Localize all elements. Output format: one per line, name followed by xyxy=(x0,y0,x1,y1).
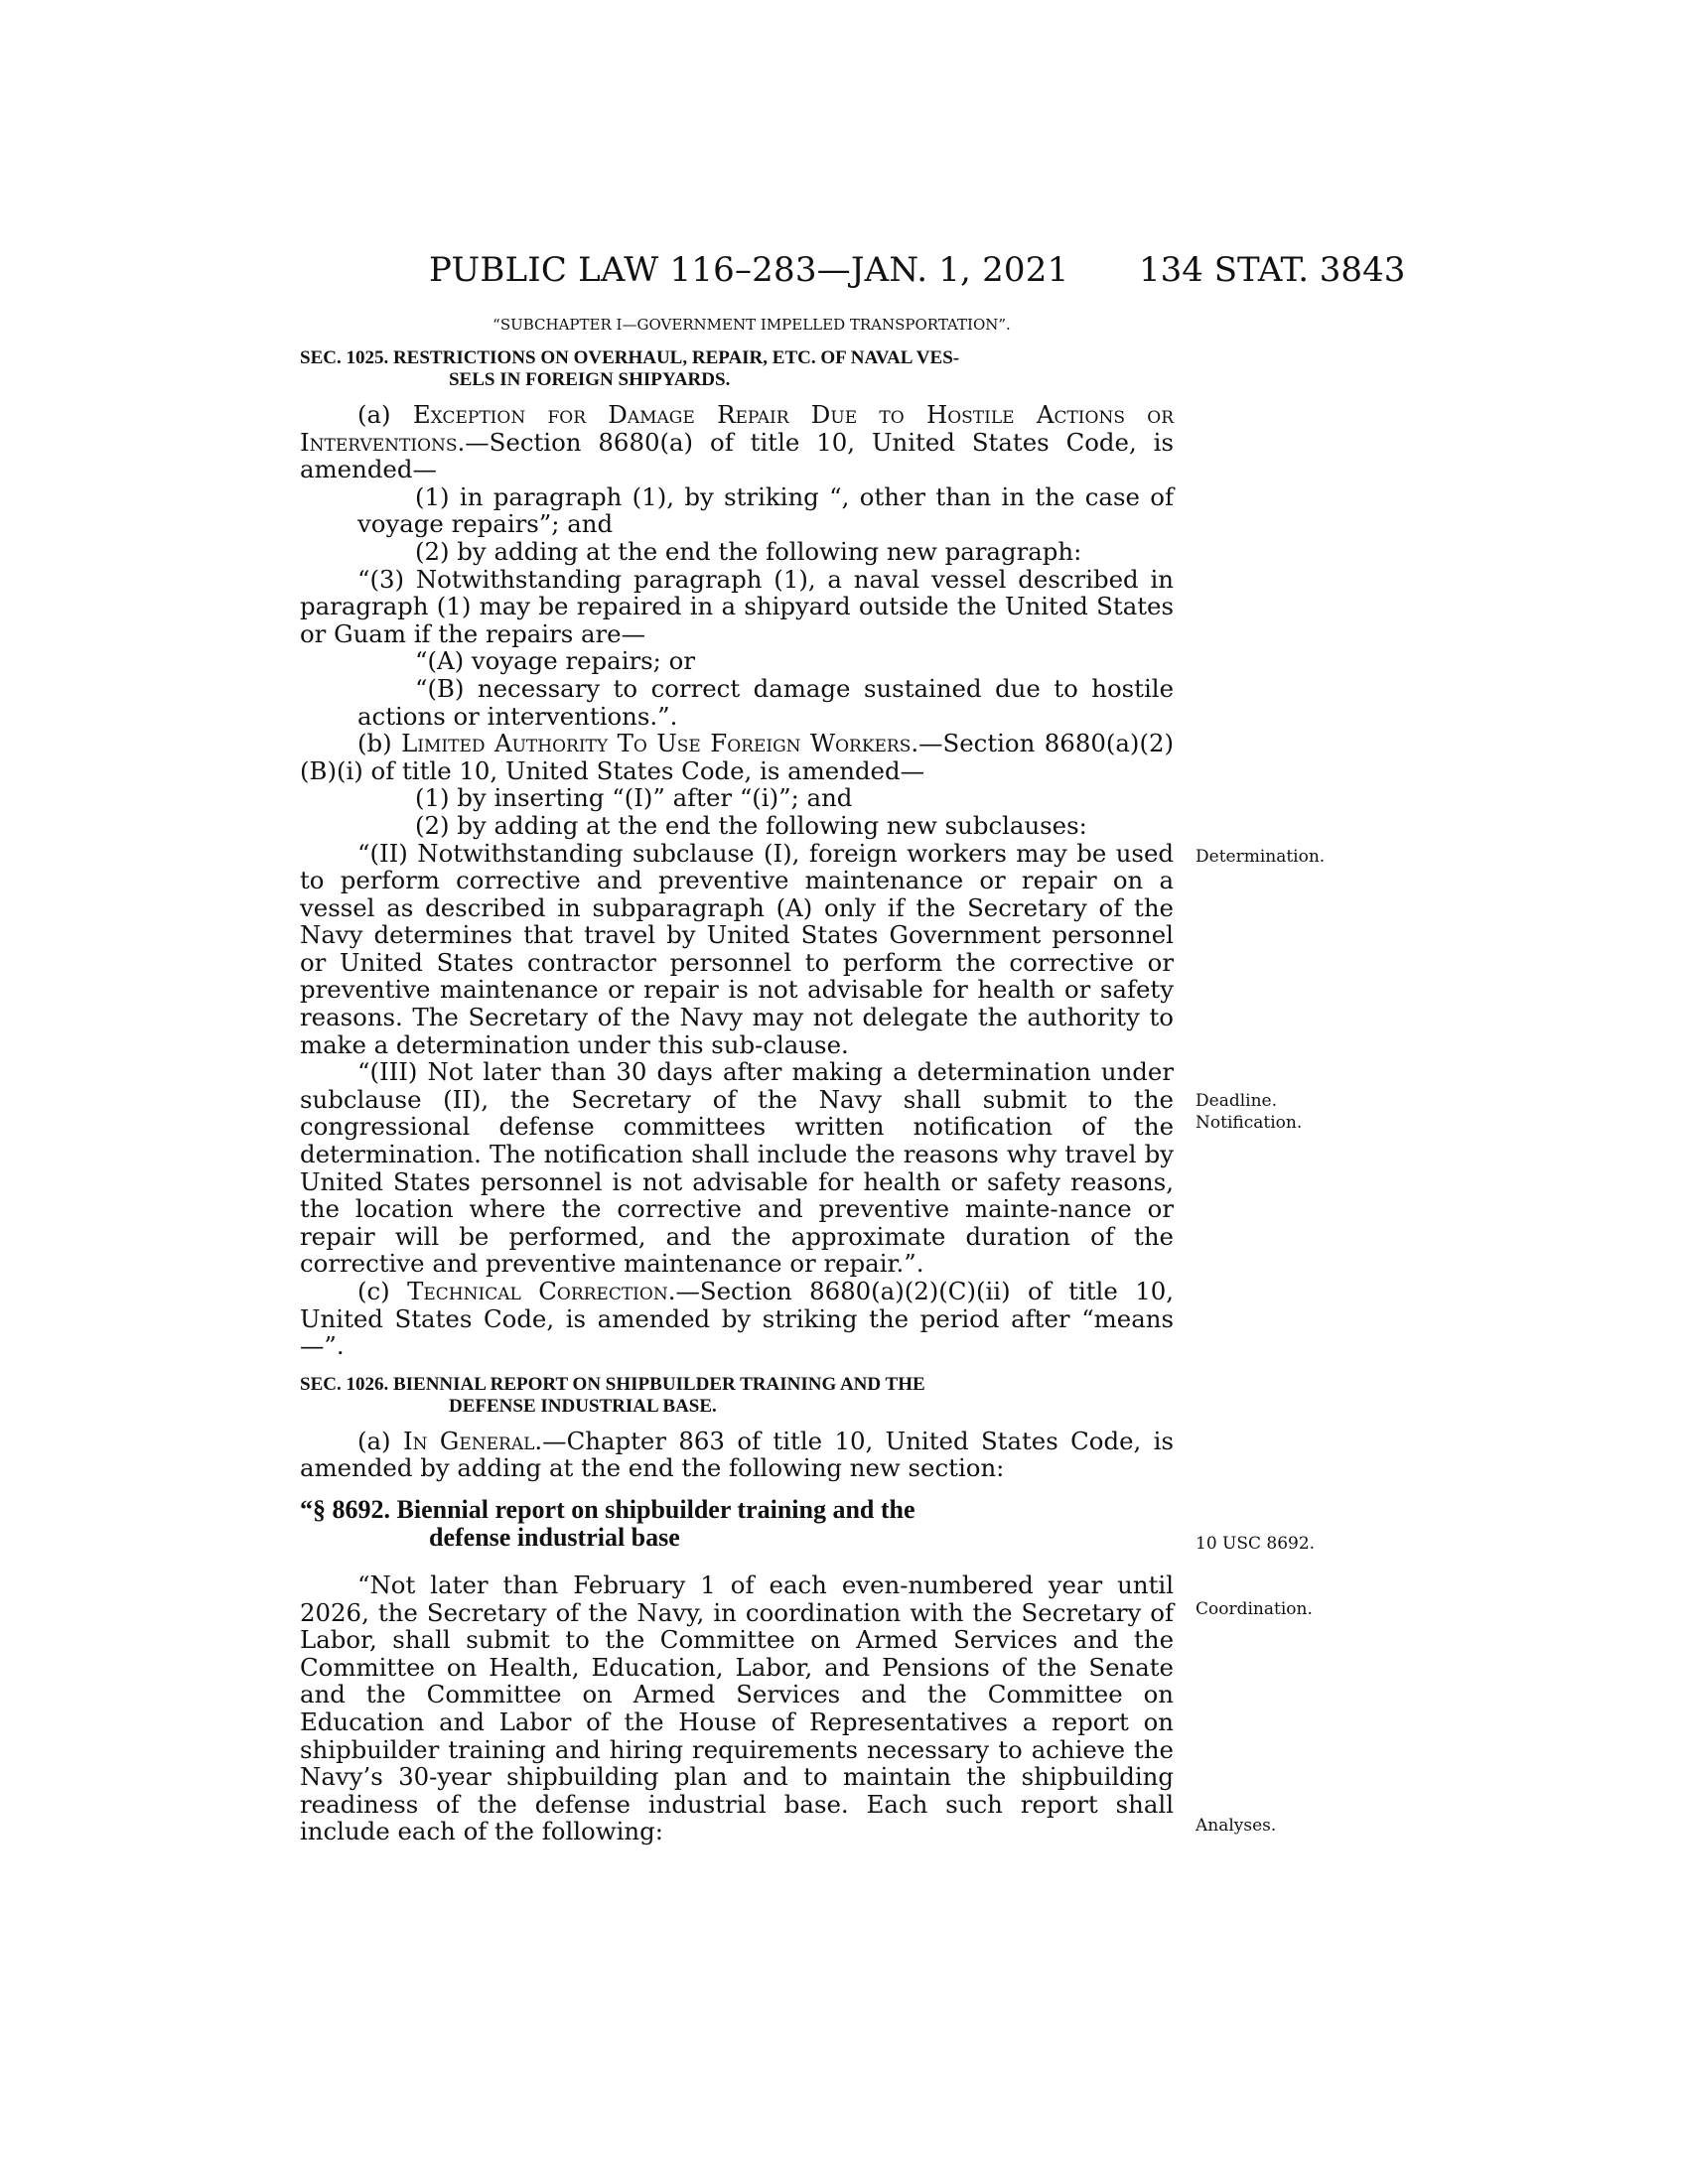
subsection-b-paragraph xyxy=(300,730,1174,784)
subsection-b-text: —Section 8680(a)(2)(B)(i) of title 10, United States Code, is amended— xyxy=(300,729,1174,785)
subsection-a-paragraph xyxy=(300,401,1174,483)
paragraph-b2: (2) by adding at the end the following new subclauses: xyxy=(415,810,1087,840)
section-1025-heading-line1: SEC. 1025. RESTRICTIONS ON OVERHAUL, REPAIR, ETC. OF NAVAL VES- xyxy=(300,347,960,368)
section-1026-subsection-a xyxy=(300,1428,1174,1482)
section-1026-heading xyxy=(300,1374,1174,1418)
paragraph-a2: (2) by adding at the end the following new paragraph: xyxy=(415,536,1082,566)
section-1026-a-label: (a) xyxy=(357,1426,403,1455)
margin-note-deadline: Deadline. xyxy=(1196,1091,1277,1111)
margin-note-notification: Notification. xyxy=(1196,1113,1303,1133)
subclause-II: “(II) Notwithstanding subclause (I), foreign workers may be used to perform corrective and preventive maintenance or repair on a vessel as described in subparagraph (A) only if the Secretary of the Navy determines that travel by United States Government personnel or United States contractor personnel to perform the corrective or preventive maintenance or repair is not advisable for health or safety reasons. The Secretary of the Navy may not delegate the authority to make a determination under this sub-clause. xyxy=(300,838,1174,1059)
subsection-c-caption: Technical Correction. xyxy=(407,1277,676,1305)
subsection-c-paragraph xyxy=(300,1278,1174,1360)
margin-note-determination: Determination. xyxy=(1196,847,1326,867)
section-8692-heading-line2: defense industrial base xyxy=(429,1522,680,1552)
section-1026-a-text: —Chapter 863 of title 10, United States Code, is amended by adding at the end the following new section: xyxy=(300,1426,1174,1483)
section-1025-heading-line2: SELS IN FOREIGN SHIPYARDS. xyxy=(449,369,731,390)
subsection-a-text: —Section 8680(a) of title 10, United States Code, is amended— xyxy=(300,427,1174,484)
margin-note-coordination: Coordination. xyxy=(1196,1599,1313,1619)
section-1026-a-caption: In General. xyxy=(402,1426,543,1455)
subsection-a-caption: Exception for Damage Repair Due to Hostile Actions or Interventions. xyxy=(300,400,1174,457)
paragraph-a3-quoted: “(3) Notwithstanding paragraph (1), a naval vessel described in paragraph (1) may be repaired in a shipyard outside the United States or Guam if the repairs are— xyxy=(300,564,1174,648)
subsection-c-label: (c) xyxy=(357,1277,408,1305)
margin-note-analyses: Analyses. xyxy=(1196,1816,1277,1836)
paragraph-b1: (1) by inserting “(I)” after “(i)”; and xyxy=(415,783,853,813)
subsection-b-label: (b) xyxy=(357,729,402,758)
subparagraph-A: “(A) voyage repairs; or xyxy=(415,646,695,676)
subsection-a-label: (a) xyxy=(357,400,413,429)
subparagraph-B: “(B) necessary to correct damage sustained due to hostile actions or interventions.”. xyxy=(357,673,1174,731)
paragraph-a1: (1) in paragraph (1), by striking “, other than in the case of voyage repairs”; and xyxy=(357,481,1174,539)
running-header-stat-page: 134 STAT. 3843 xyxy=(1139,250,1406,290)
subsection-c-text: —Section 8680(a)(2)(C)(ii) of title 10, United States Code, is amended by striking the period after “means—”. xyxy=(300,1277,1174,1361)
margin-note-usc: 10 USC 8692. xyxy=(1196,1534,1316,1554)
section-8692-heading xyxy=(300,1496,1174,1552)
document-body xyxy=(300,316,1174,1845)
section-1026-heading-line1: SEC. 1026. BIENNIAL REPORT ON SHIPBUILDER TRAINING AND THE xyxy=(300,1373,925,1395)
section-8692-text: “Not later than February 1 of each even-numbered year until 2026, the Secretary of the Navy, in coordination with the Secretary of Labor, shall submit to the Committee on Armed Services and the Committee on Health, Education, Labor, and Pensions of the Senate and the Committee on Armed Services and the Committee on Education and Labor of the House of Representatives a report on shipbuilder training and hiring requirements necessary to achieve the Navy’s 30-year shipbuilding plan and to maintain the shipbuilding readiness of the defense industrial base. Each such report shall include each of the following: xyxy=(300,1570,1174,1846)
section-8692-heading-line1: “§ 8692. Biennial report on shipbuilder training and the xyxy=(300,1494,915,1524)
subchapter-heading: “SUBCHAPTER I—GOVERNMENT IMPELLED TRANSPORTATION”. xyxy=(492,316,1011,334)
section-1026-heading-line2: DEFENSE INDUSTRIAL BASE. xyxy=(449,1395,717,1417)
subsection-b-caption: Limited Authority To Use Foreign Workers. xyxy=(401,729,919,758)
running-header-law: PUBLIC LAW 116–283—JAN. 1, 2021 xyxy=(429,250,1069,290)
section-1025-heading xyxy=(300,347,1174,391)
subclause-III: “(III) Not later than 30 days after making a determination under subclause (II), the Secretary of the Navy shall submit to the congressional defense committees written notification of the determination. The notification shall include the reasons why travel by United States personnel is not advisable for health or safety reasons, the location where the corrective and preventive mainte-nance or repair will be performed, and the approximate duration of the corrective and preventive maintenance or repair.”. xyxy=(300,1057,1174,1279)
